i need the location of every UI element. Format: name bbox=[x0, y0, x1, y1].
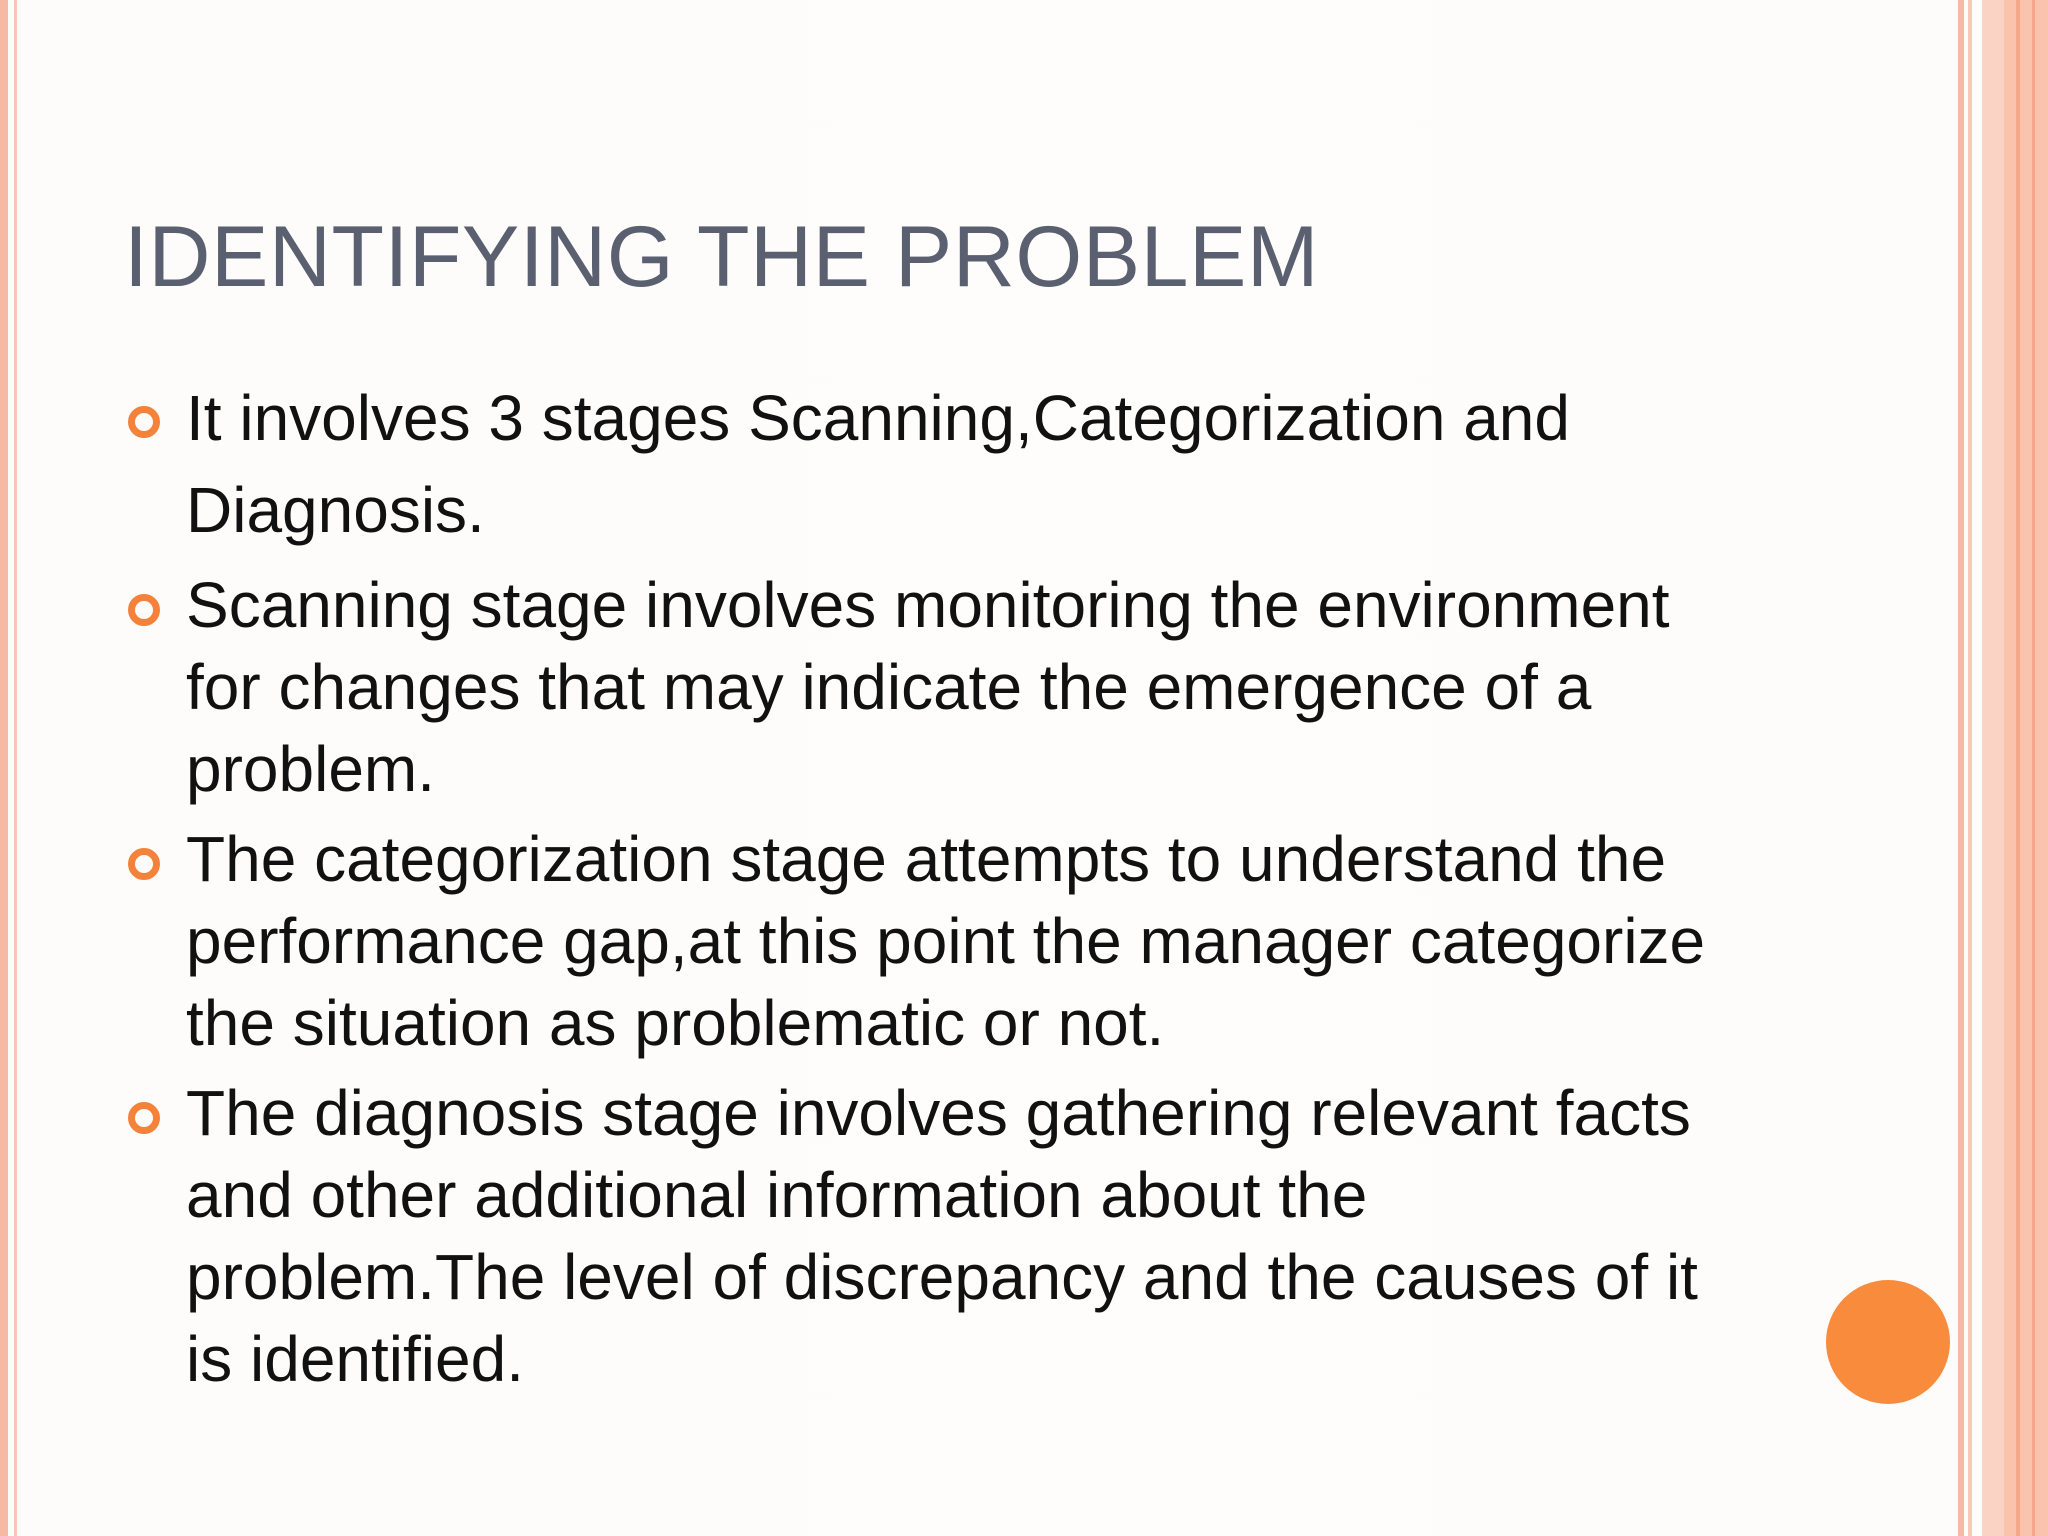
bullet-item bbox=[124, 372, 1724, 556]
right-border-line bbox=[1982, 0, 2004, 1536]
left-border-line-inner bbox=[14, 0, 17, 1536]
bullet-item bbox=[124, 1072, 1724, 1400]
bullet-list bbox=[124, 372, 1724, 1408]
bullet-circle-icon bbox=[128, 594, 160, 626]
slide-title: IDENTIFYING THE PROBLEM bbox=[124, 209, 1319, 305]
bullet-text: Scanning stage involves monitoring the environment for changes that may indicate the emergence of a problem. bbox=[186, 569, 1670, 805]
bullet-text: The categorization stage attempts to understand the performance gap,at this point the manager categorize the situation as problematic or not. bbox=[186, 823, 1706, 1059]
right-border-line bbox=[2032, 0, 2035, 1536]
bullet-circle-icon bbox=[128, 848, 160, 880]
right-border-line bbox=[2016, 0, 2020, 1536]
bullet-circle-icon bbox=[128, 1102, 160, 1134]
bullet-item bbox=[124, 818, 1724, 1064]
bullet-text: The diagnosis stage involves gathering relevant facts and other additional information about the problem.The level of discrepancy and the causes of it is identified. bbox=[186, 1077, 1698, 1395]
right-border-line bbox=[1968, 0, 1972, 1536]
right-border-line bbox=[2004, 0, 2048, 1536]
bullet-item bbox=[124, 564, 1724, 810]
decorative-orange-circle bbox=[1826, 1280, 1950, 1404]
right-border-line bbox=[1958, 0, 1964, 1536]
left-border-line bbox=[0, 0, 8, 1536]
bullet-text: It involves 3 stages Scanning,Categorization and Diagnosis. bbox=[186, 382, 1570, 546]
bullet-circle-icon bbox=[128, 406, 160, 438]
